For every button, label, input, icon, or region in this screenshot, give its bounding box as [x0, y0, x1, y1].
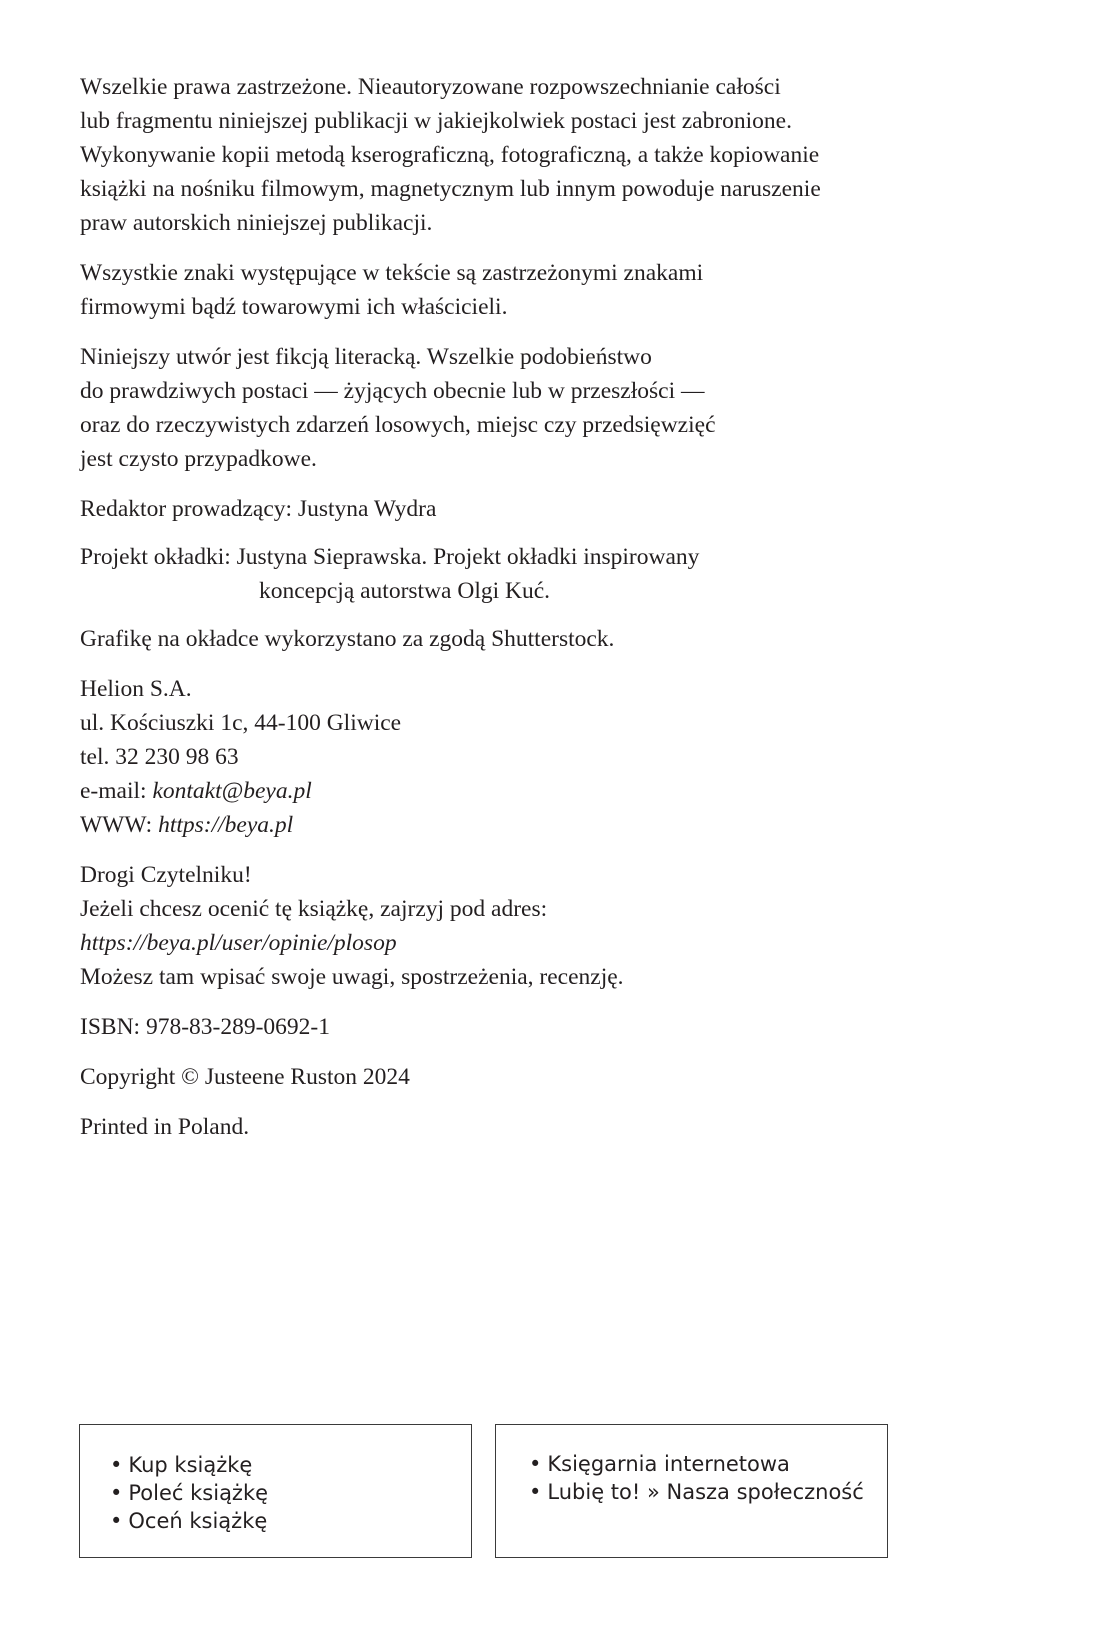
publisher-address: ul. Kościuszki 1c, 44-100 Gliwice [80, 710, 402, 736]
rights-line: książki na nośniku filmowym, magnetycznym lub innym powoduje naruszenie [80, 176, 821, 202]
bullet-icon: • [110, 1453, 123, 1477]
fiction-line: do prawdziwych postaci — żyjących obecnie lub w przeszłości — [80, 378, 705, 404]
trademarks-line: Wszystkie znaki występujące w tekście są zastrzeżonymi znakami [80, 260, 704, 286]
bullet-icon: • [110, 1509, 123, 1533]
editor-credit-text: Redaktor prowadzący: Justyna Wydra [80, 496, 437, 522]
www-link[interactable]: https://beya.pl [158, 812, 294, 838]
cover-credit-line: koncepcją autorstwa Olgi Kuć. [259, 578, 551, 604]
reader-greeting: Drogi Czytelniku! [80, 862, 252, 888]
community-label: Lubię to! » Nasza społeczność [547, 1480, 864, 1504]
reader-block [80, 858, 1040, 994]
fiction-line: jest czysto przypadkowe. [80, 446, 317, 472]
book-actions-box [79, 1424, 472, 1558]
copyright-text: Copyright © Justeene Ruston 2024 [80, 1064, 410, 1090]
fiction-line: Niniejszy utwór jest fikcją literacką. Wszelkie podobieństwo [80, 344, 652, 370]
rights-line: Wykonywanie kopii metodą kserograficzną, fotograficzną, a także kopiowanie [80, 142, 820, 168]
graphics-credit [80, 622, 1040, 656]
publisher-name: Helion S.A. [80, 676, 192, 702]
isbn-text: ISBN: 978-83-289-0692-1 [80, 1014, 330, 1040]
isbn [80, 1010, 1040, 1044]
publisher-phone: tel. 32 230 98 63 [80, 744, 239, 770]
buy-book-label: Kup książkę [128, 1453, 253, 1477]
email-label: e-mail: [80, 778, 153, 804]
buy-book-link[interactable] [110, 1451, 471, 1479]
online-bookstore-label: Księgarnia internetowa [547, 1452, 790, 1476]
fiction-paragraph [80, 340, 1040, 476]
rights-line: lub fragmentu niniejszej publikacji w jakiejkolwiek postaci jest zabronione. [80, 108, 792, 134]
reader-prompt: Jeżeli chcesz ocenić tę książkę, zajrzyj pod adres: [80, 896, 548, 922]
rate-book-link[interactable] [110, 1507, 471, 1535]
online-bookstore-link[interactable] [529, 1450, 887, 1478]
editor-credit [80, 492, 1040, 526]
bullet-icon: • [110, 1481, 123, 1505]
reader-note: Możesz tam wpisać swoje uwagi, spostrzeżenia, recenzję. [80, 964, 624, 990]
graphics-credit-text: Grafikę na okładce wykorzystano za zgodą Shutterstock. [80, 626, 615, 652]
recommend-book-label: Poleć książkę [128, 1481, 269, 1505]
imprint-page [80, 70, 1040, 1160]
www-label: WWW: [80, 812, 159, 838]
trademarks-line: firmowymi bądź towarowymi ich właścicieli. [80, 294, 508, 320]
printed-in-text: Printed in Poland. [80, 1114, 250, 1140]
rights-line: praw autorskich niniejszej publikacji. [80, 210, 433, 236]
trademarks-paragraph [80, 256, 1040, 324]
rights-line: Wszelkie prawa zastrzeżone. Nieautoryzowane rozpowszechnianie całości [80, 74, 781, 100]
store-links-box [495, 1424, 888, 1558]
publisher-block [80, 672, 1040, 842]
links-area [79, 1424, 889, 1560]
rights-paragraph [80, 70, 1040, 240]
fiction-line: oraz do rzeczywistych zdarzeń losowych, miejsc czy przedsięwzięć [80, 412, 716, 438]
email-link[interactable]: kontakt@beya.pl [152, 778, 312, 804]
review-url-link[interactable]: https://beya.pl/user/opinie/plosop [80, 930, 397, 956]
recommend-book-link[interactable] [110, 1479, 471, 1507]
cover-credit-line: Projekt okładki: Justyna Sieprawska. Projekt okładki inspirowany [80, 544, 700, 570]
bullet-icon: • [529, 1480, 542, 1504]
cover-credit [80, 540, 1040, 608]
rate-book-label: Oceń książkę [128, 1509, 268, 1533]
publisher-www-line [80, 808, 1040, 842]
printed-in [80, 1110, 1040, 1144]
community-link[interactable] [529, 1478, 887, 1506]
bullet-icon: • [529, 1452, 542, 1476]
publisher-email-line [80, 774, 1040, 808]
copyright [80, 1060, 1040, 1094]
